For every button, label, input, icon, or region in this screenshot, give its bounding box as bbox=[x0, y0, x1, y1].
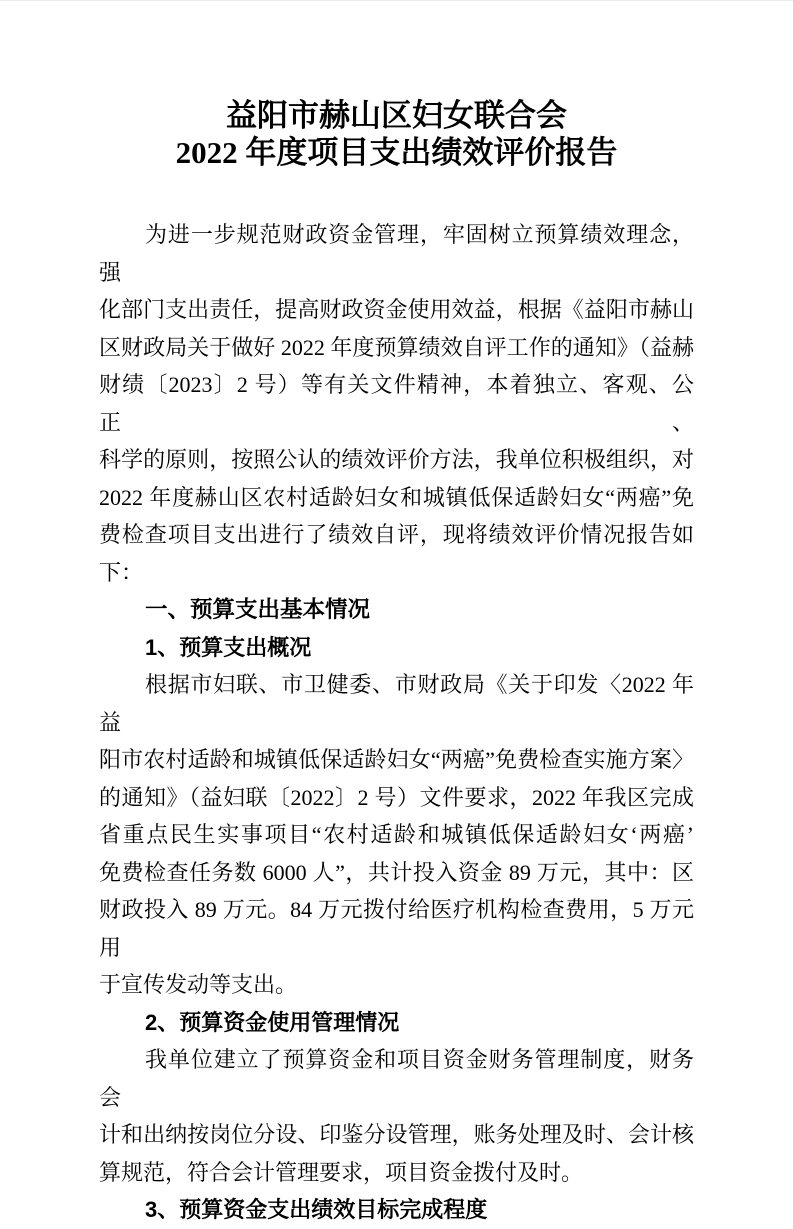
budget-overview-line: 省重点民生实事项目“农村适龄和城镇低保适龄妇女‘两癌’ bbox=[99, 822, 694, 847]
subsection-2-heading: 2、预算资金使用管理情况 bbox=[145, 1009, 400, 1035]
report-title-line2: 2022 年度项目支出绩效评价报告 bbox=[175, 135, 618, 170]
intro-line: 化部门支出责任，提高财政资金使用效益，根据《益阳市赫山 bbox=[99, 297, 694, 322]
intro-line: 区财政局关于做好 2022 年度预算绩效自评工作的通知》（益赫 bbox=[99, 334, 694, 360]
section-1-heading: 一、预算支出基本情况 bbox=[145, 597, 371, 622]
budget-overview-line: 免费检查任务数 6000 人”，共计投入资金 89 万元，其中：区 bbox=[99, 859, 694, 885]
budget-overview-paragraph bbox=[99, 666, 694, 1004]
fund-management-line: 算规范，符合会计管理要求，项目资金拨付及时。 bbox=[99, 1159, 584, 1185]
report-title-line1: 益阳市赫山区妇女联合会 bbox=[226, 98, 567, 133]
fund-management-line: 计和出纳按岗位分设、印鉴分设管理，账务处理及时、会计核 bbox=[99, 1122, 694, 1147]
intro-line: 科学的原则，按照公认的绩效评价方法，我单位积极组织，对 bbox=[99, 447, 694, 472]
budget-overview-line: 阳市农村适龄和城镇低保适龄妇女“两癌”免费检查实施方案〉 bbox=[99, 747, 694, 772]
intro-line: 2022 年度赫山区农村适龄妇女和城镇低保适龄妇女“两癌”免 bbox=[99, 484, 694, 510]
report-title bbox=[0, 1, 793, 171]
budget-overview-line: 于宣传发动等支出。 bbox=[99, 972, 298, 997]
subsection-3-heading: 3、预算资金支出绩效目标完成程度 bbox=[145, 1197, 488, 1222]
intro-paragraph bbox=[99, 216, 694, 591]
subsection-1-heading: 1、预算支出概况 bbox=[145, 634, 312, 660]
fund-management-line: 我单位建立了预算资金和项目资金财务管理制度，财务会 bbox=[99, 1047, 694, 1110]
fund-management-paragraph bbox=[99, 1041, 694, 1191]
budget-overview-line: 根据市妇联、市卫健委、市财政局《关于印发〈2022 年益 bbox=[99, 672, 694, 735]
intro-line: 费检查项目支出进行了绩效自评，现将绩效评价情况报告如下： bbox=[99, 522, 694, 585]
intro-line: 财绩〔2023〕2 号）等有关文件精神，本着独立、客观、公正、 bbox=[99, 372, 694, 435]
report-body bbox=[99, 216, 694, 1229]
budget-overview-line: 的通知》（益妇联〔2022〕2 号）文件要求，2022 年我区完成 bbox=[99, 784, 694, 810]
budget-overview-line: 财政投入 89 万元。84 万元拨付给医疗机构检查费用，5 万元用 bbox=[99, 897, 694, 960]
intro-line: 为进一步规范财政资金管理，牢固树立预算绩效理念，强 bbox=[99, 222, 694, 285]
